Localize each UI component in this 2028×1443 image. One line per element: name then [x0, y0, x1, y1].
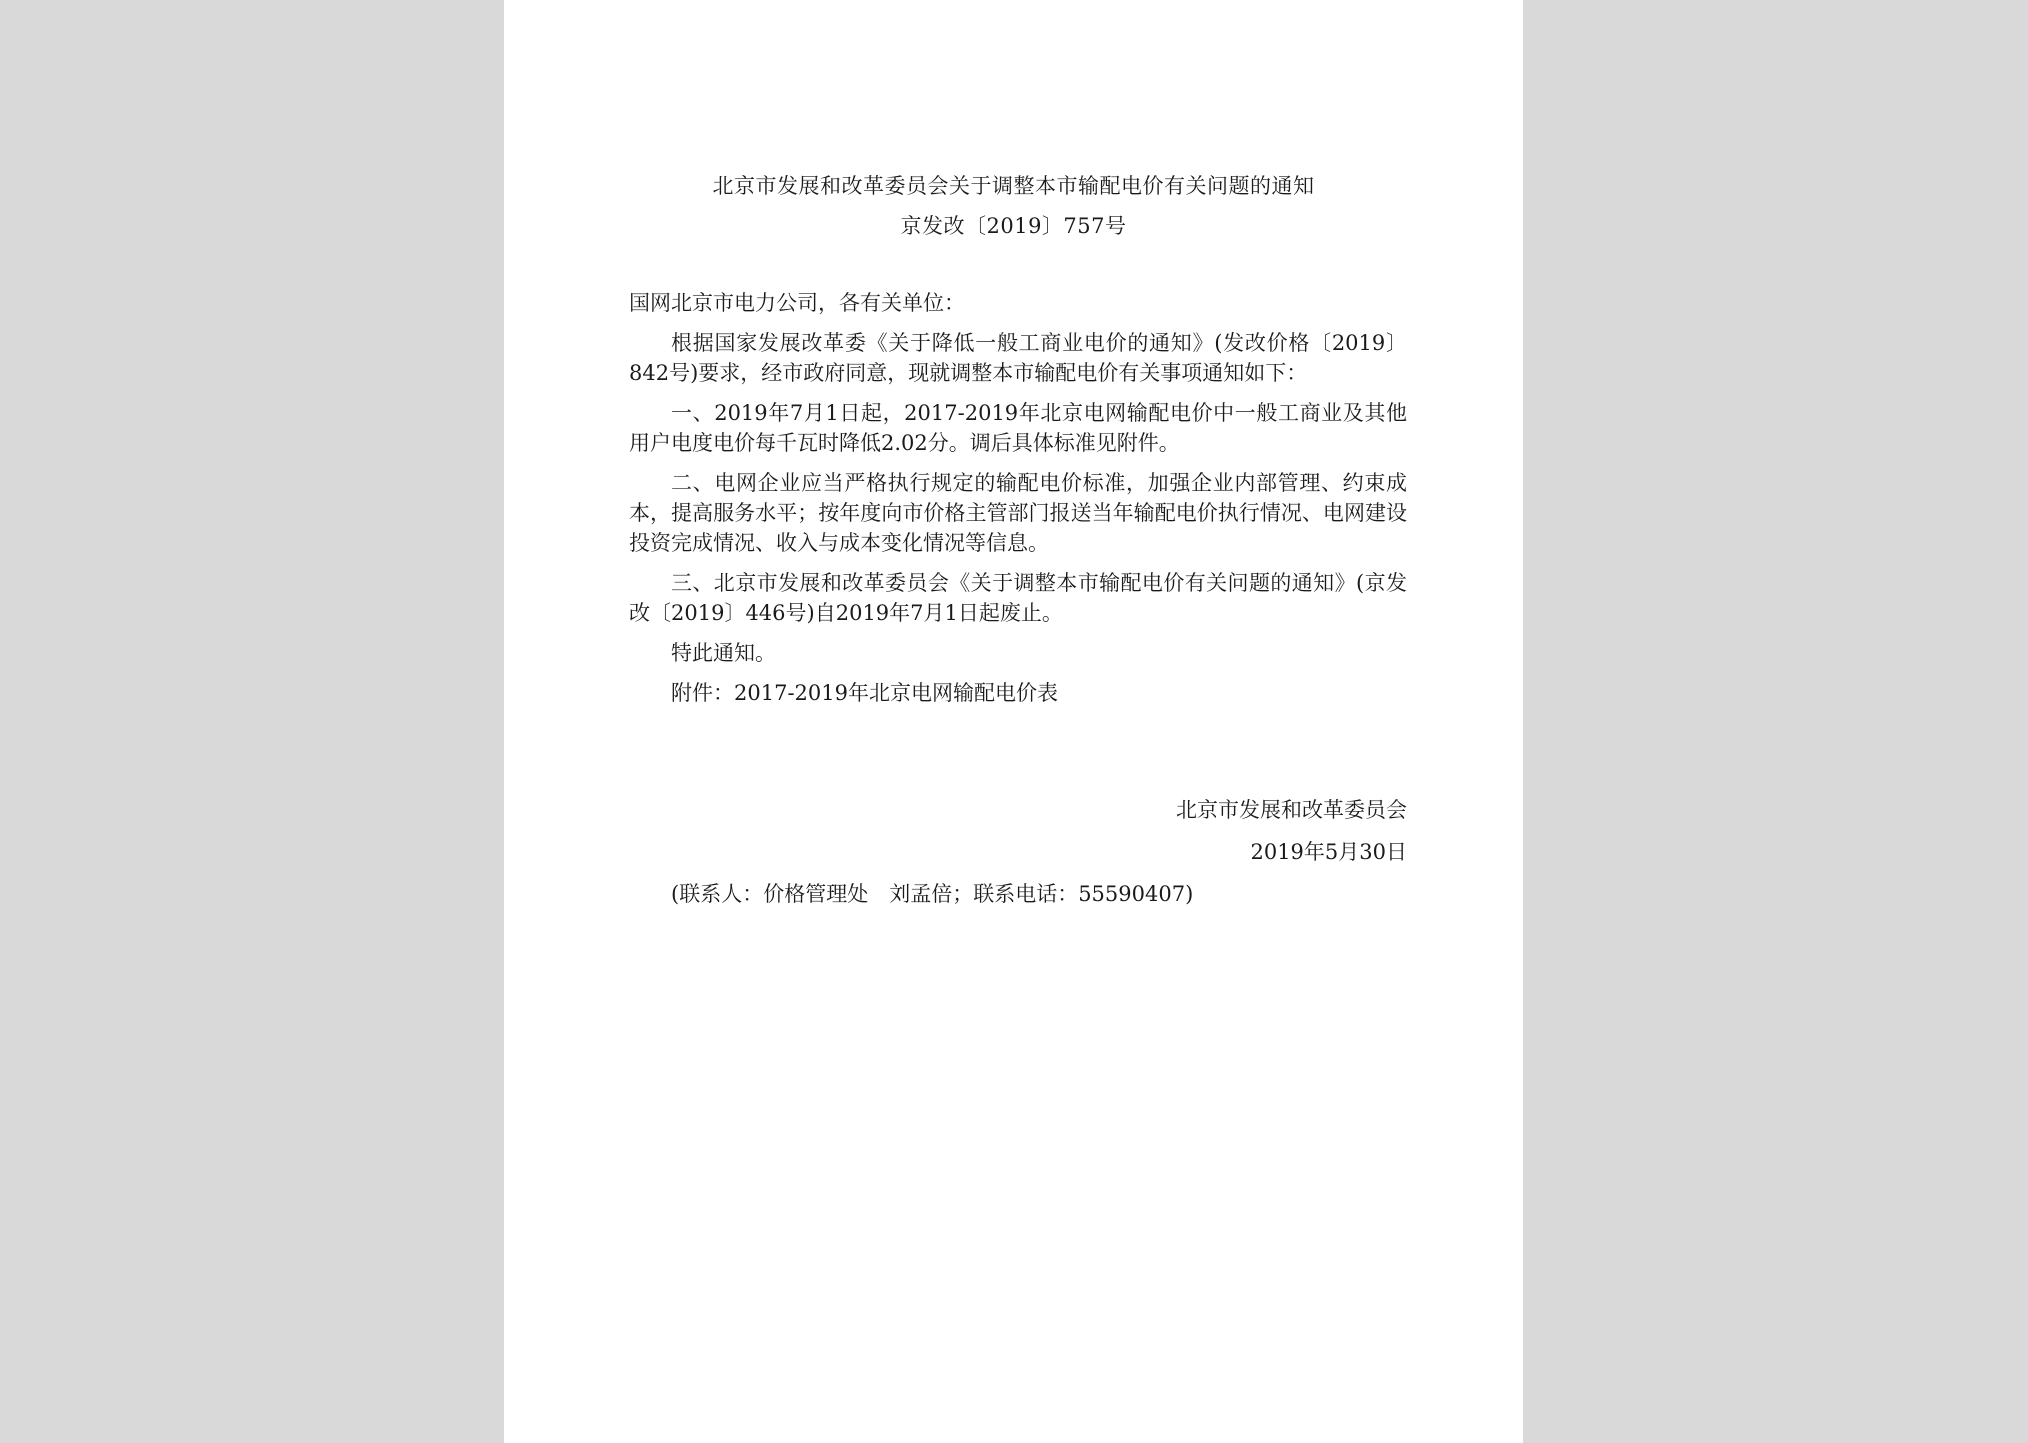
paragraph-intro: 根据国家发展改革委《关于降低一般工商业电价的通知》(发改价格〔2019〕842号)要求，经市政府同意，现就调整本市输配电价有关事项通知如下：: [629, 331, 1407, 385]
signature-block: [629, 795, 1407, 921]
document-title: 北京市发展和改革委员会关于调整本市输配电价有关问题的通知: [712, 174, 1315, 198]
document-body: [629, 288, 1407, 718]
paragraph-closing: 特此通知。: [671, 641, 776, 665]
paragraph-item-2: 二、电网企业应当严格执行规定的输配电价标准，加强企业内部管理、约束成本，提高服务水平；按年度向市价格主管部门报送当年输配电价执行情况、电网建设投资完成情况、收入与成本变化情况等信息。: [629, 471, 1407, 555]
document-page: [504, 0, 1523, 1443]
issue-date: 2019年5月30日: [1250, 840, 1407, 864]
attachment-note: 附件：2017-2019年北京电网输配电价表: [671, 681, 1058, 705]
paragraph-item-3: 三、北京市发展和改革委员会《关于调整本市输配电价有关问题的通知》(京发改〔2019〕446号)自2019年7月1日起废止。: [629, 571, 1407, 625]
contact-info: (联系人：价格管理处 刘孟倍；联系电话：55590407): [671, 882, 1194, 906]
issuer: 北京市发展和改革委员会: [1176, 798, 1407, 822]
document-number: 京发改〔2019〕757号: [900, 214, 1127, 238]
salutation: 国网北京市电力公司，各有关单位：: [629, 291, 965, 315]
paragraph-item-1: 一、2019年7月1日起，2017-2019年北京电网输配电价中一般工商业及其他用户电度电价每千瓦时降低2.02分。调后具体标准见附件。: [629, 401, 1407, 455]
